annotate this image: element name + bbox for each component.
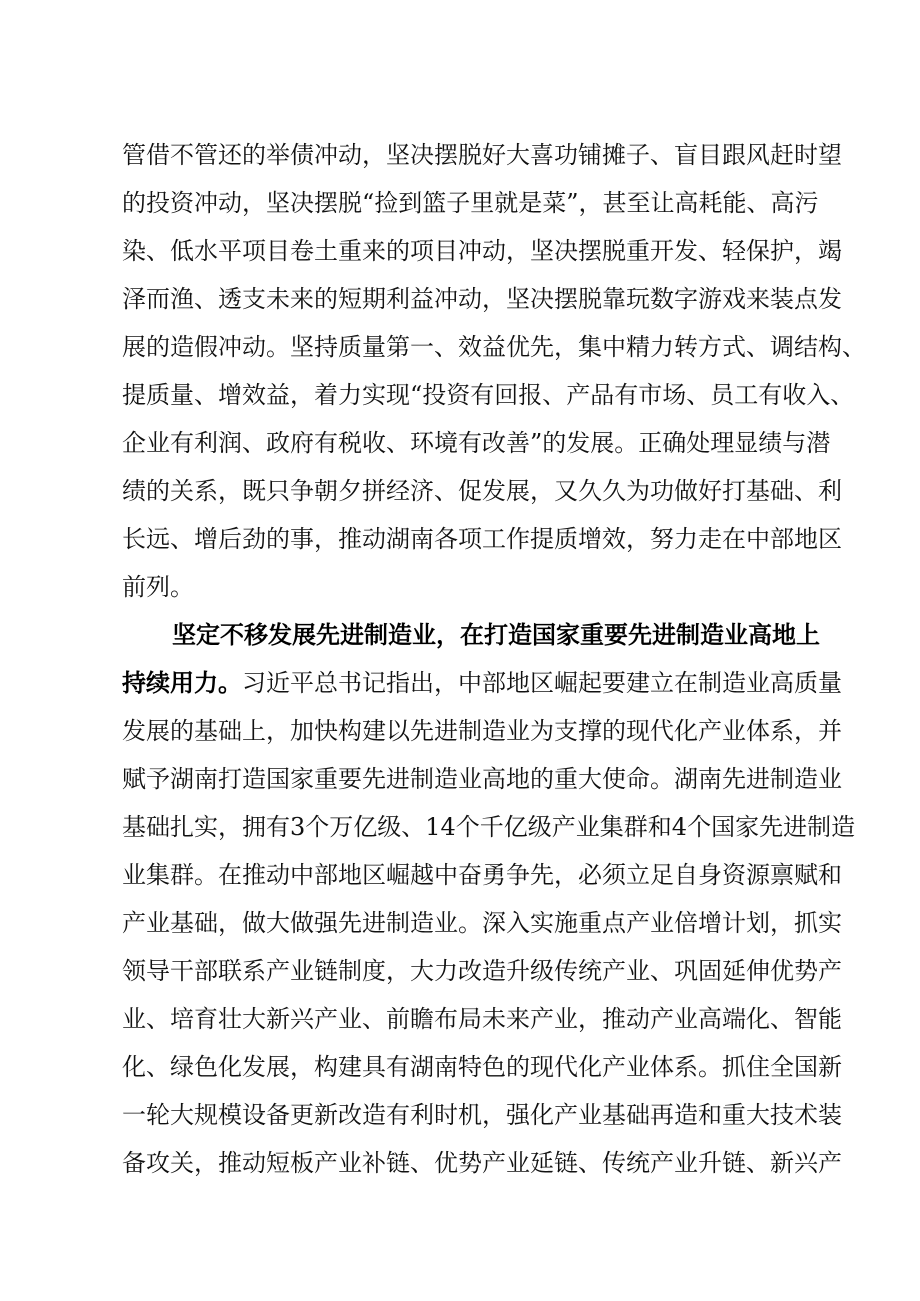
paragraph-2-line-rest: 习近平总书记指出，中部地区崛起要建立在制造业高质量 xyxy=(242,669,842,697)
paragraph-1-line: 绩的关系，既只争朝夕拼经济、促发展，又久久为功做好打基础、利 xyxy=(122,477,842,505)
paragraph-2-line: 一轮大规模设备更新改造有利时机，强化产业基础再造和重大技术装 xyxy=(122,1101,842,1129)
paragraph-2-line: 领导干部联系产业链制度，大力改造升级传统产业、巩固延伸优势产 xyxy=(122,957,842,985)
paragraph-2-line: 化、绿色化发展，构建具有湖南特色的现代化产业体系。抓住全国新 xyxy=(122,1053,842,1081)
paragraph-1-line: 泽而渔、透支未来的短期利益冲动，坚决摆脱靠玩数字游戏来装点发 xyxy=(122,285,842,313)
paragraph-2-line: 发展的基础上，加快构建以先进制造业为支撑的现代化产业体系，并 xyxy=(122,717,842,745)
paragraph-1-line: 展的造假冲动。坚持质量第一、效益优先，集中精力转方式、调结构、 xyxy=(122,333,866,361)
paragraph-2-line: 产业基础，做大做强先进制造业。深入实施重点产业倍增计划，抓实 xyxy=(122,909,842,937)
paragraph-2-line: 赋予湖南打造国家重要先进制造业高地的重大使命。湖南先进制造业 xyxy=(122,765,842,793)
paragraph-1-line: 染、低水平项目卷土重来的项目冲动，坚决摆脱重开发、轻保护，竭 xyxy=(122,237,842,265)
paragraph-2-heading: 坚定不移发展先进制造业，在打造国家重要先进制造业高地上 xyxy=(172,620,820,649)
paragraph-1-line: 前列。 xyxy=(122,573,194,601)
paragraph-1-line: 长远、增后劲的事，推动湖南各项工作提质增效，努力走在中部地区 xyxy=(122,525,842,553)
paragraph-2-line: 业集群。在推动中部地区崛越中奋勇争先，必须立足自身资源禀赋和 xyxy=(122,861,842,889)
paragraph-2-line: 备攻关，推动短板产业补链、优势产业延链、传统产业升链、新兴产 xyxy=(122,1149,842,1177)
paragraph-2-line: 基础扎实，拥有3个万亿级、14个千亿级产业集群和4个国家先进制造 xyxy=(122,813,856,841)
paragraph-2-line xyxy=(122,666,842,700)
paragraph-1-line: 的投资冲动，坚决摆脱“捡到篮子里就是菜”，甚至让高耗能、高污 xyxy=(122,189,819,217)
paragraph-2-line: 业、培育壮大新兴产业、前瞻布局未来产业，推动产业高端化、智能 xyxy=(122,1005,842,1033)
paragraph-1-line: 企业有利润、政府有税收、环境有改善”的发展。正确处理显绩与潜 xyxy=(122,429,831,457)
paragraph-2-heading-end: 持续用力。 xyxy=(122,668,242,697)
paragraph-1-line: 管借不管还的举债冲动，坚决摆脱好大喜功铺摊子、盲目跟风赶时望 xyxy=(122,141,842,169)
paragraph-1-line: 提质量、增效益，着力实现“投资有回报、产品有市场、员工有收入、 xyxy=(122,381,855,409)
